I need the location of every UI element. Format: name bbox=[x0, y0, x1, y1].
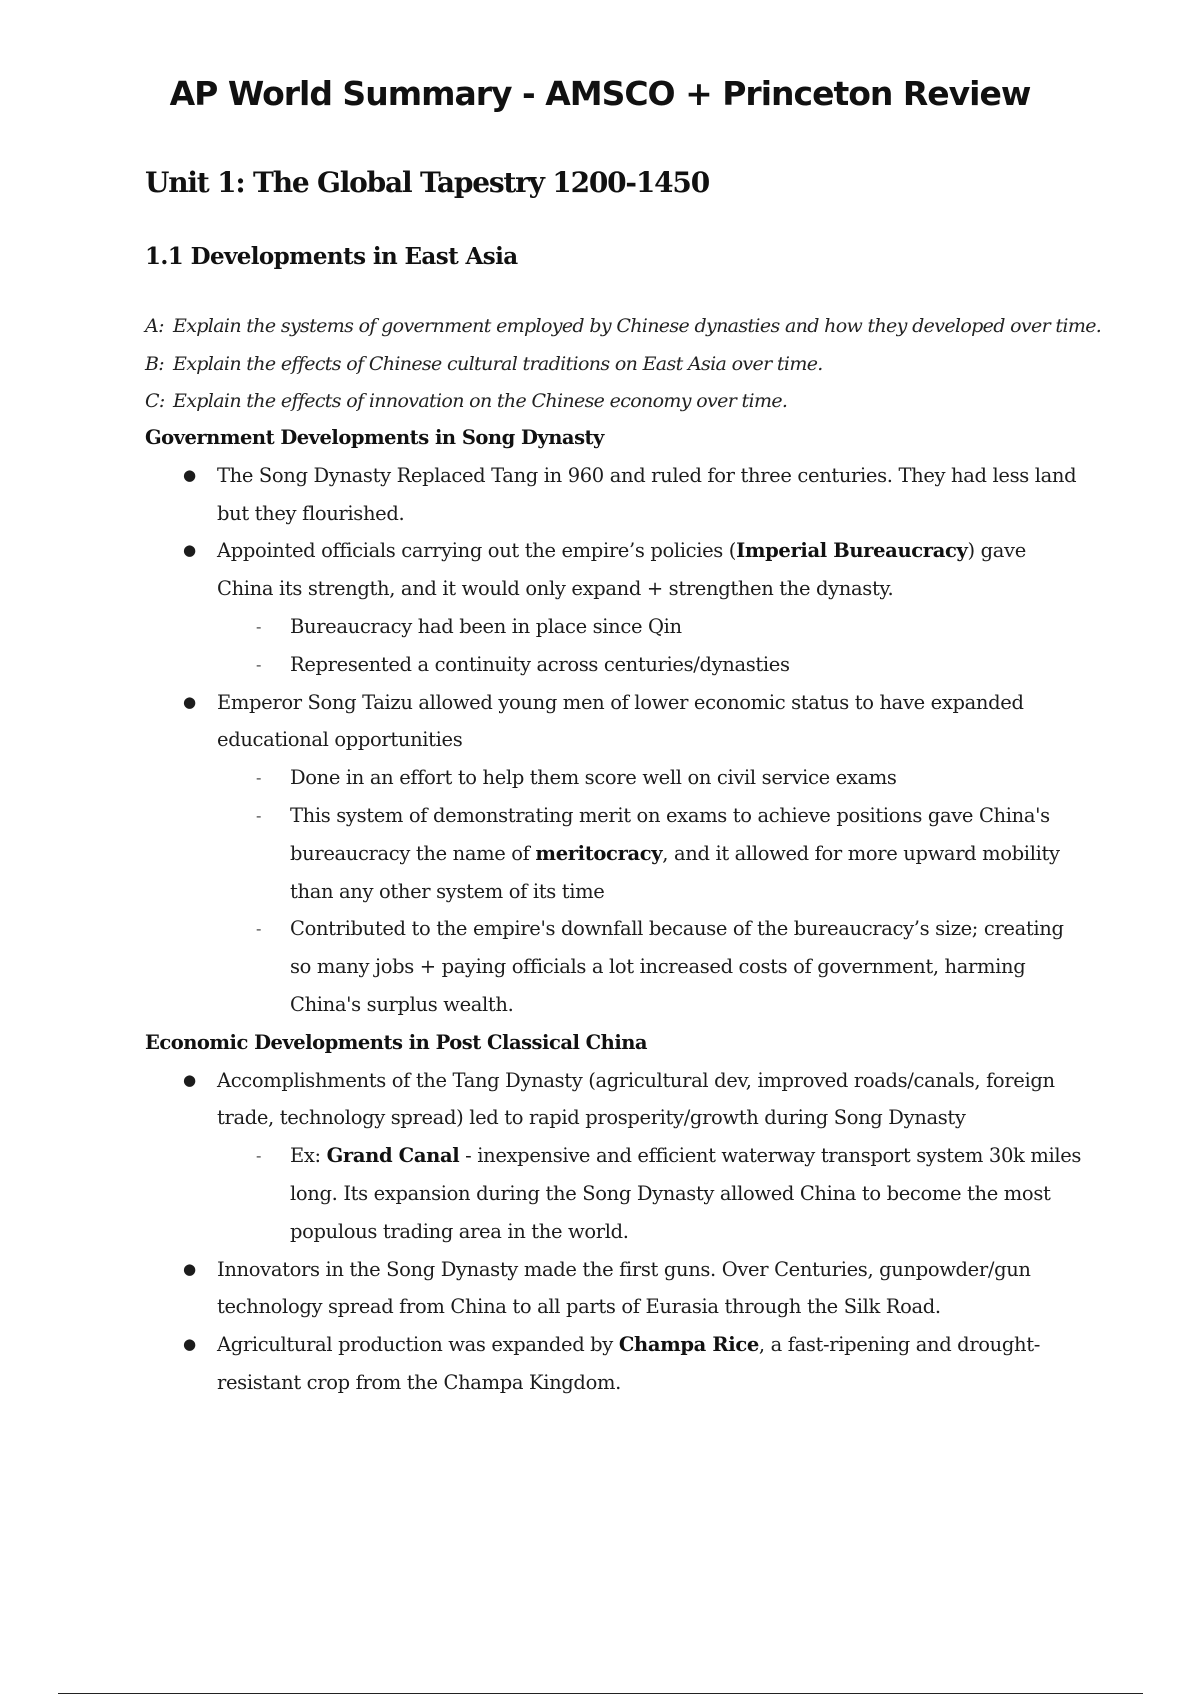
list-item bbox=[145, 1251, 1085, 1327]
bullet-icon: ● bbox=[183, 1070, 196, 1089]
objective-letter: B: bbox=[145, 352, 165, 375]
bullet-icon: ● bbox=[183, 1259, 196, 1278]
bullet-icon: ● bbox=[183, 1335, 196, 1354]
learning-objectives bbox=[145, 308, 1102, 421]
dash-icon: - bbox=[256, 1146, 262, 1166]
bullet-icon: ● bbox=[183, 541, 196, 560]
objective-a bbox=[145, 308, 1102, 346]
footer-divider bbox=[58, 1693, 1143, 1694]
bullet-text: Innovators in the Song Dynasty made the first guns. Over Centuries, gunpowder/gun technology spread from China to all parts of Eurasia through the Silk Road. bbox=[217, 1257, 1031, 1319]
bullet-text: Emperor Song Taizu allowed young men of lower economic status to have expanded educational opportunities bbox=[217, 690, 1024, 752]
dash-icon: - bbox=[256, 616, 262, 636]
objective-c bbox=[145, 383, 1075, 421]
bullet-text: Appointed officials carrying out the empire’s policies ( bbox=[217, 539, 737, 563]
document-title: AP World Summary - AMSCO + Princeton Review bbox=[169, 74, 1031, 113]
dash-icon: - bbox=[256, 919, 262, 939]
bullet-icon: ● bbox=[183, 465, 196, 484]
bold-term: Champa Rice bbox=[618, 1333, 759, 1357]
sub-item-text: , and it allowed for more upward mobility than any other system of its time bbox=[290, 841, 1060, 903]
objective-text: Explain the systems of government employed by Chinese dynasties and how they developed over time. bbox=[173, 315, 1102, 337]
list-item bbox=[145, 532, 1085, 608]
bullet-text: The Song Dynasty Replaced Tang in 960 and ruled for three centuries. They had less land but they flourished. bbox=[217, 463, 1077, 525]
sub-item-text: Ex: bbox=[290, 1144, 327, 1168]
dash-icon: - bbox=[256, 654, 262, 674]
sub-list-item bbox=[145, 1137, 1085, 1250]
sub-list-item bbox=[145, 608, 1085, 646]
sub-item-text: Done in an effort to help them score well on civil service exams bbox=[290, 766, 897, 790]
sub-list-item bbox=[145, 759, 1085, 797]
list-item bbox=[145, 1326, 1085, 1402]
bullet-text: Agricultural production was expanded by bbox=[217, 1333, 619, 1357]
objective-b bbox=[145, 346, 1075, 384]
sub-item-text: - inexpensive and efficient waterway transport system 30k miles long. Its expansion during the Song Dynasty allowed China to become the most populous trading area in the world. bbox=[290, 1144, 1082, 1243]
bullet-icon: ● bbox=[183, 692, 196, 711]
sub-item-text: This system of demonstrating merit on exams to achieve positions gave China's bureaucracy the name of bbox=[290, 803, 1050, 865]
sub-item-text: Represented a continuity across centuries/dynasties bbox=[290, 652, 790, 676]
list-item bbox=[145, 1062, 1085, 1138]
objective-text: Explain the effects of innovation on the Chinese economy over time. bbox=[173, 390, 788, 412]
bullet-text: ) gave China its strength, and it would only expand + strengthen the dynasty. bbox=[217, 539, 1026, 601]
list-item bbox=[145, 684, 1085, 760]
unit-heading: Unit 1: The Global Tapestry 1200-1450 bbox=[145, 166, 709, 199]
dash-icon: - bbox=[256, 805, 262, 825]
government-heading: Government Developments in Song Dynasty bbox=[145, 426, 604, 449]
notes-body bbox=[145, 419, 1085, 1402]
sub-item-text: Bureaucracy had been in place since Qin bbox=[290, 614, 682, 638]
sub-list-item bbox=[145, 910, 1085, 1023]
sub-list-item bbox=[145, 797, 1085, 910]
bold-term: Grand Canal bbox=[326, 1144, 460, 1168]
bullet-text: , a fast-ripening and drought-resistant crop from the Champa Kingdom. bbox=[217, 1333, 1040, 1394]
list-item bbox=[145, 457, 1085, 533]
sub-list-item bbox=[145, 646, 1085, 684]
objective-letter: C: bbox=[145, 390, 165, 412]
section-heading: 1.1 Developments in East Asia bbox=[145, 243, 518, 270]
bold-term: meritocracy bbox=[535, 841, 663, 865]
bold-term: Imperial Bureaucracy bbox=[736, 539, 968, 563]
bullet-text: Accomplishments of the Tang Dynasty (agricultural dev, improved roads/canals, foreign trade, technology spread) led to rapid prosperity/growth during Song Dynasty bbox=[217, 1068, 1055, 1130]
sub-item-text: Contributed to the empire's downfall because of the bureaucracy’s size; creating so many jobs + paying officials a lot increased costs of government, harming China's surplus wealth. bbox=[290, 917, 1064, 1016]
dash-icon: - bbox=[256, 768, 262, 788]
objective-text: Explain the effects of Chinese cultural traditions on East Asia over time. bbox=[173, 352, 823, 375]
objective-letter: A: bbox=[145, 315, 164, 337]
economic-heading: Economic Developments in Post Classical China bbox=[145, 1030, 648, 1054]
